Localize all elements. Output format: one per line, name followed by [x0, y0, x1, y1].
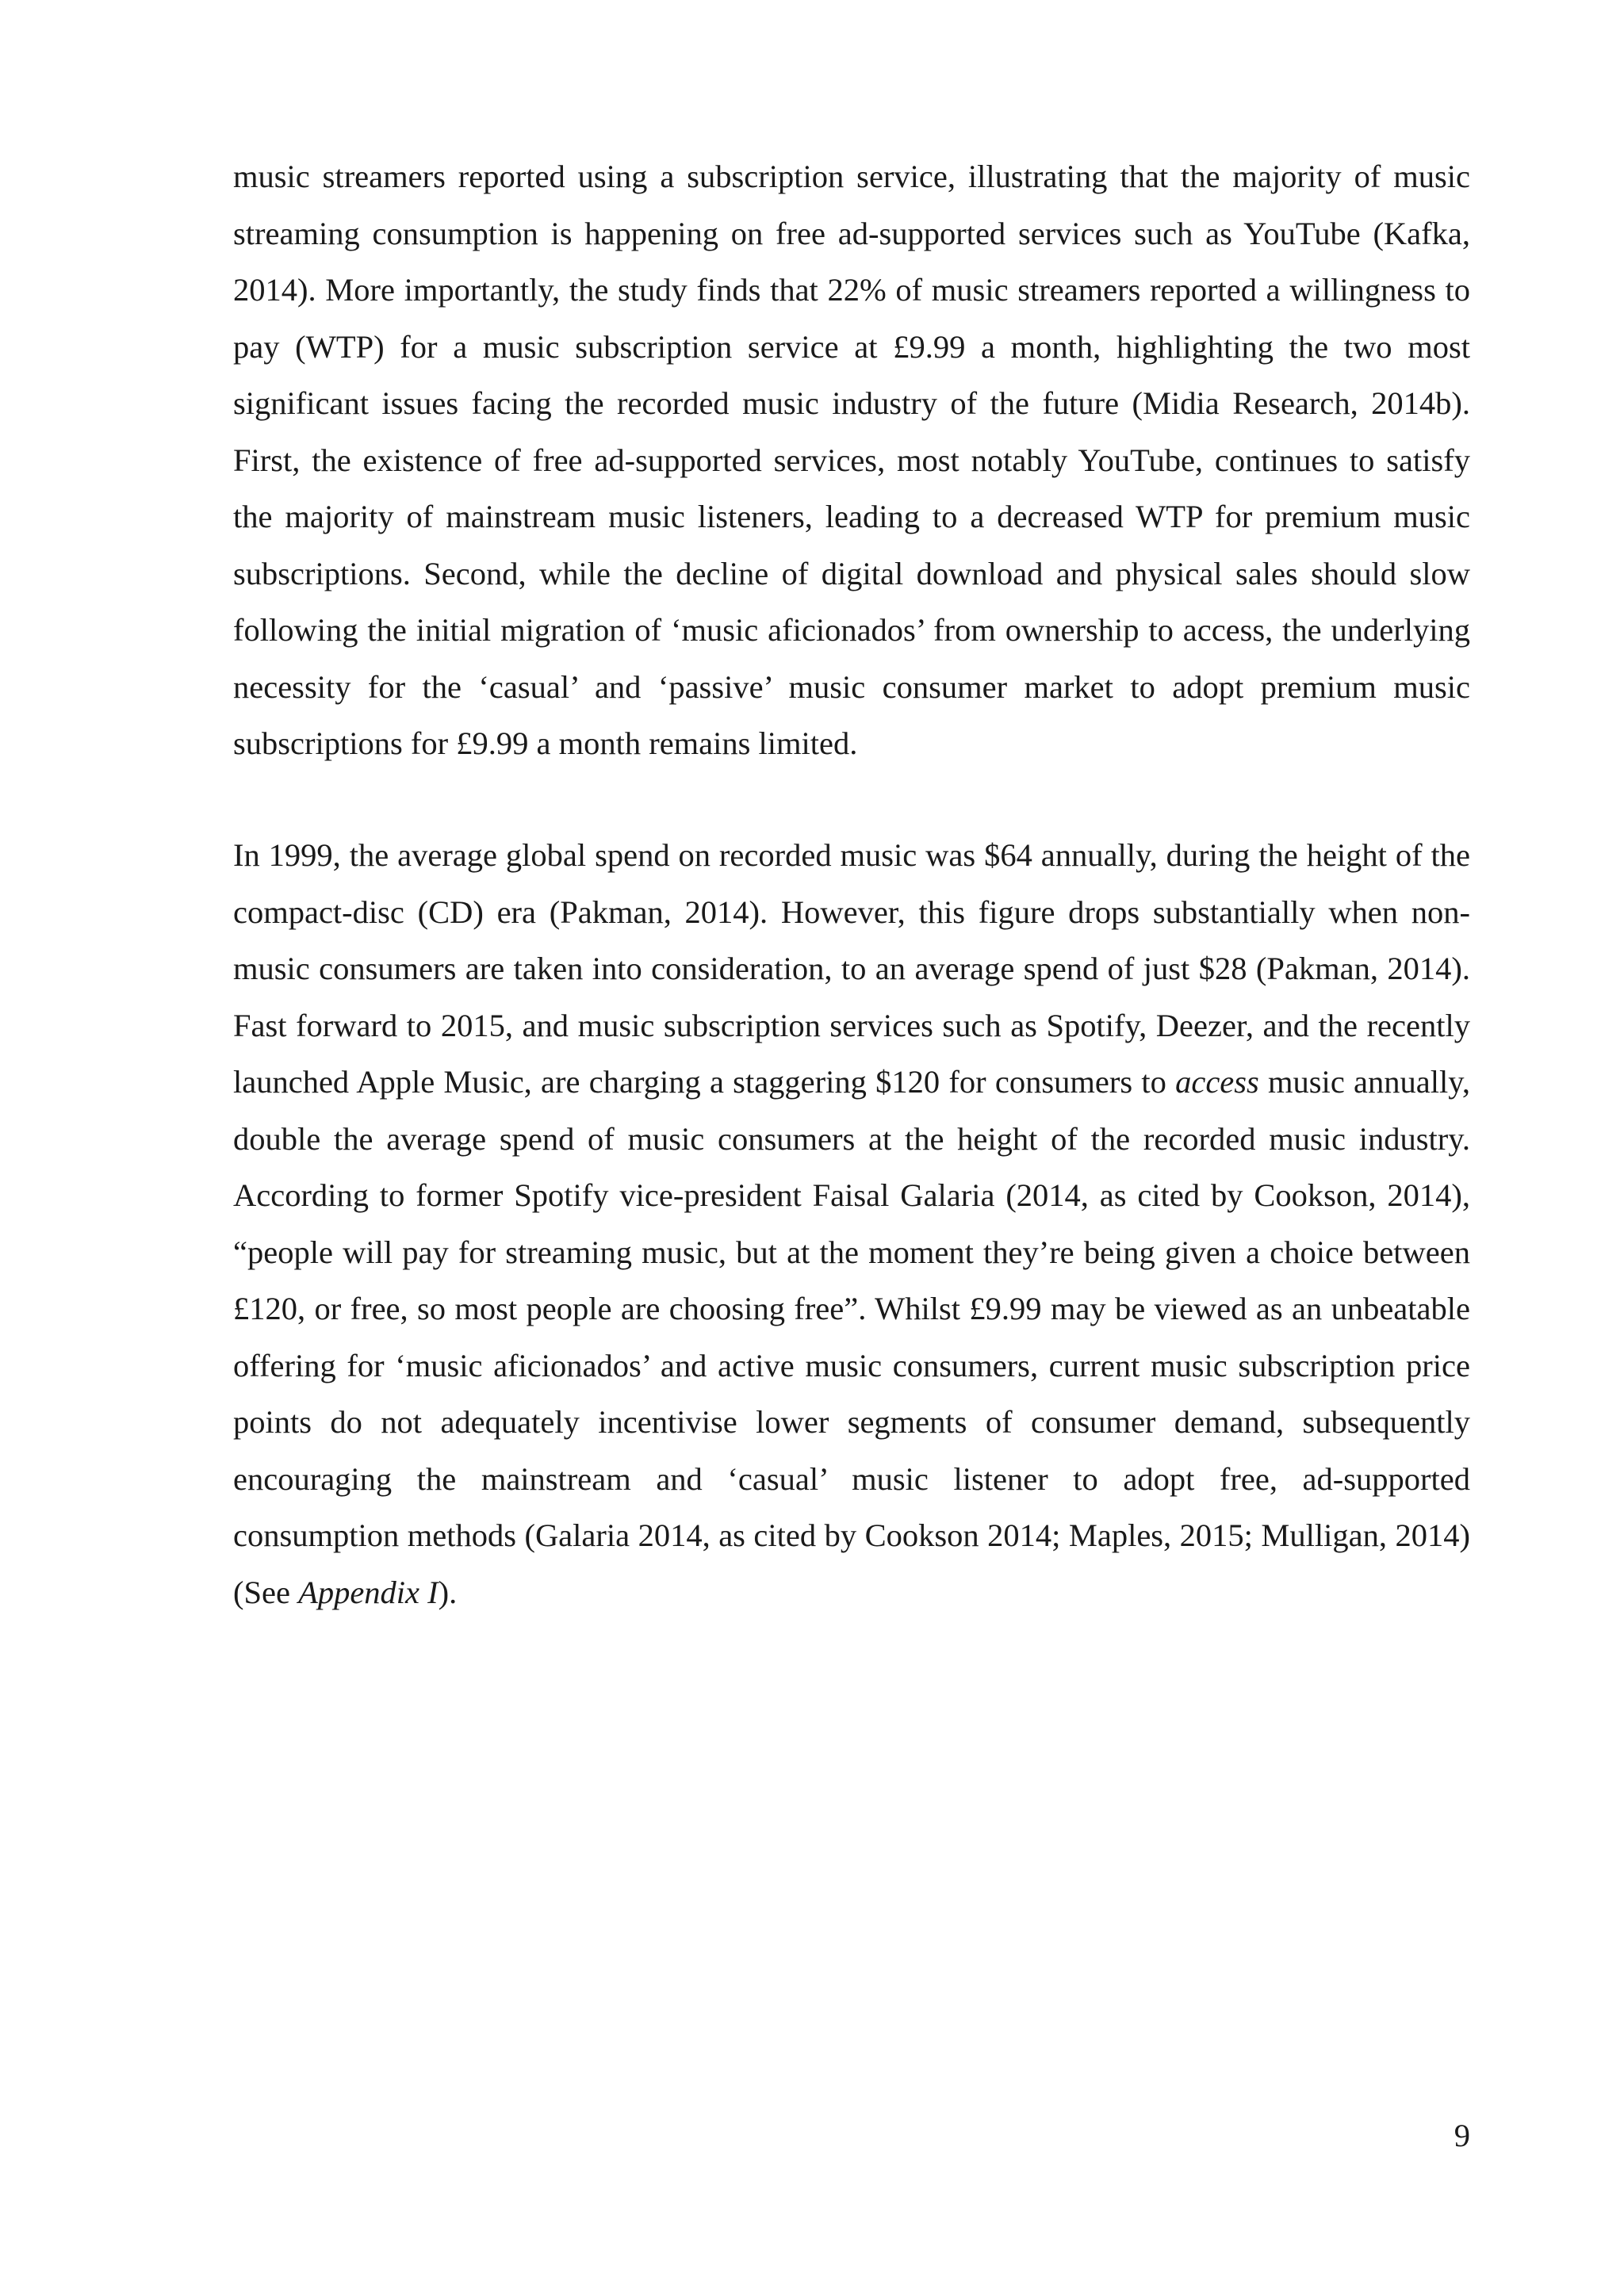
body-paragraph-1: music streamers reported using a subscription service, illustrating that the majority of music streaming consumption is happening on free ad-supported services such as YouTube (Kafka, 2014). More importantly, the study finds that 22% of music streamers reported a willingness to pay (WTP) for a music subscription service at £9.99 a month, highlighting the two most significant issues facing the recorded music industry of the future (Midia Research, 2014b). First, the existence of free ad-supported services, most notably YouTube, continues to satisfy the majority of mainstream music listeners, leading to a decreased WTP for premium music subscriptions. Second, while the decline of digital download and physical sales should slow following the initial migration of ‘music aficionados’ from ownership to access, the underlying necessity for the ‘casual’ and ‘passive’ music consumer market to adopt premium music subscriptions for £9.99 a month remains limited.: [233, 159, 1470, 761]
paragraph-2-text-1: In 1999, the average global spend on recorded music was $64 annually, during the height of the compact-disc (CD) era (Pakman, 2014). However, this figure drops substantially when non-music consumers are taken into consideration, to an average spend of just $28 (Pakman, 2014). Fast forward to 2015, and music subscription services such as Spotify, Deezer, and the recently launched Apple Music, are charging a staggering $120 for consumers to: [233, 837, 1470, 1100]
body-paragraph-2: [233, 827, 1470, 1621]
emphasis-access: access: [1175, 1064, 1259, 1100]
page-number: 9: [1454, 2118, 1470, 2153]
paragraph-2-text-3: ).: [438, 1574, 458, 1610]
paragraph-2-text-2: music annually, double the average spend of music consumers at the height of the recorded music industry. According to former Spotify vice-president Faisal Galaria (2014, as cited by Cookson, 2014), “people will pay for streaming music, but at the moment they’re being given a choice between £120, or free, so most people are choosing free”. Whilst £9.99 may be viewed as an unbeatable offering for ‘music aficionados’ and active music consumers, current music subscription price points do not adequately incentivise lower segments of consumer demand, subsequently encouraging the mainstream and ‘casual’ music listener to adopt free, ad-supported consumption methods (Galaria 2014, as cited by Cookson 2014; Maples, 2015; Mulligan, 2014) (See: [233, 1064, 1470, 1610]
emphasis-appendix-reference: Appendix I: [298, 1574, 439, 1610]
